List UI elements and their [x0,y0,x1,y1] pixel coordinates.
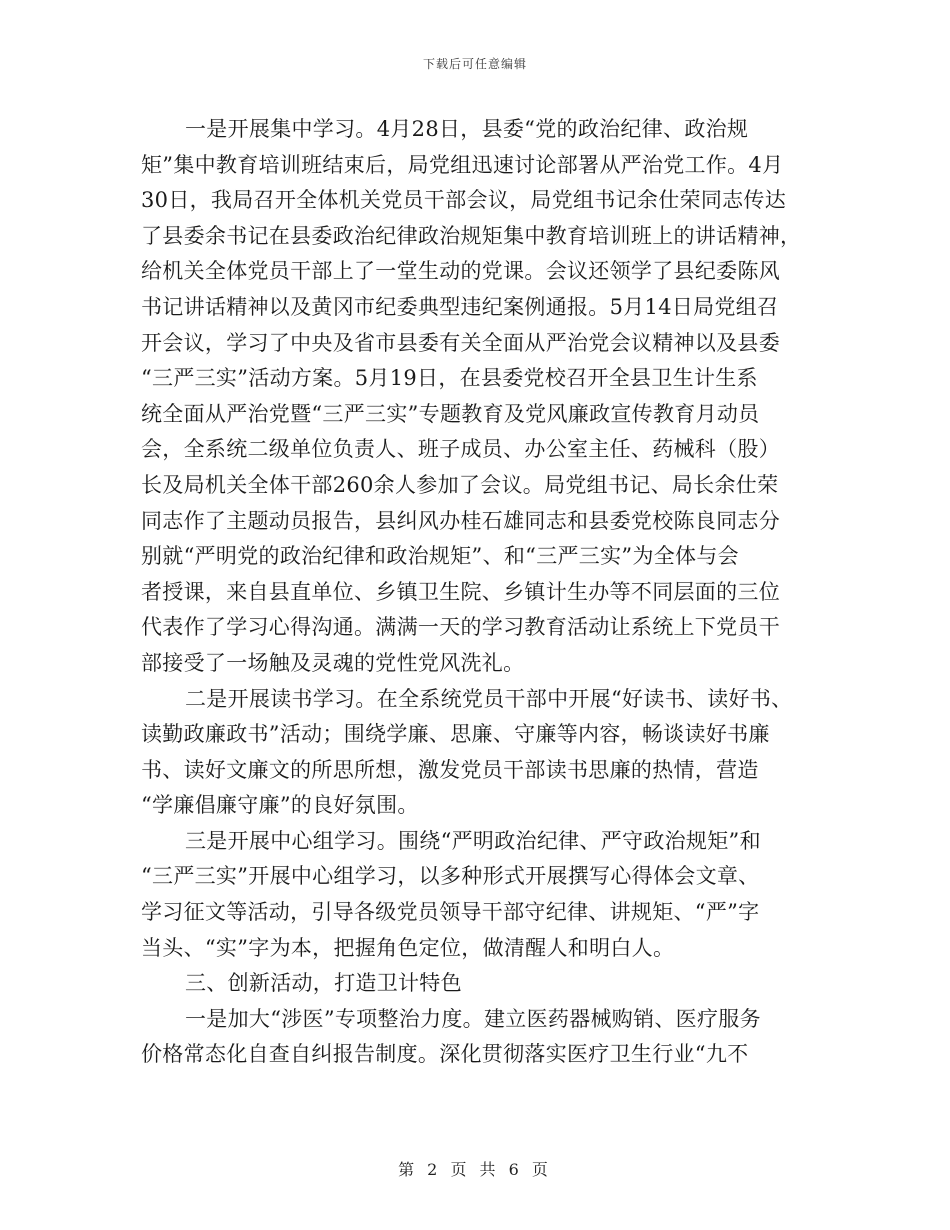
page-footer: 第 2 页 共 6 页 [398,1160,552,1179]
text-line: 长及局机关全体干部260余人参加了会议。局党组书记、局长余仕荣 [141,472,779,497]
text-line: 三是开展中心组学习。围绕“严明政治纪律、严守政治规矩”和 [185,828,761,853]
text-line: 学习征文等活动，引导各级党员领导干部守纪律、讲规矩、“严”字 [141,900,760,925]
text-line: 别就“严明党的政治纪律和政治规矩”、和“三严三实”为全体与会 [141,544,739,569]
text-line: 价格常态化自查自纠报告制度。深化贯彻落实医疗卫生行业“九不 [141,1042,749,1067]
text-line: 给机关全体党员干部上了一堂生动的党课。会议还领学了县纪委陈风 [141,259,780,284]
text-line: 了县委余书记在县委政治纪律政治规矩集中教育培训班上的讲话精神， [141,223,802,248]
section-heading: 三、创新活动，打造卫计特色 [185,971,462,996]
text-line: 一是加大“涉医”专项整治力度。建立医药器械购销、医疗服务 [185,1006,761,1031]
text-line: 读勤政廉政书”活动；围绕学廉、思廉、守廉等内容，畅谈读好书廉 [141,722,770,747]
text-line: “三严三实”开展中心组学习，以多种形式开展撰写心得体会文章、 [141,864,760,889]
text-line: 30日，我局召开全体机关党员干部会议，局党组书记余仕荣同志传达 [141,188,787,213]
text-line: 二是开展读书学习。在全系统党员干部中开展“好读书、读好书、 [185,686,793,711]
text-line: “三严三实”活动方案。5月19日，在县委党校召开全县卫生计生系 [141,366,758,391]
text-line: 书记讲话精神以及黄冈市纪委典型违纪案例通报。5月14日局党组召 [141,294,779,319]
text-line: 一是开展集中学习。4月28日，县委“党的政治纪律、政治规 [185,117,749,141]
page-header: 下载后可任意编辑 [422,57,527,71]
text-line: 者授课，来自县直单位、乡镇卫生院、乡镇计生办等不同层面的三位 [141,579,780,604]
text-line: 当头、“实”字为本，把握角色定位，做清醒人和明白人。 [141,935,675,960]
document-body [141,112,811,1073]
text-line: 同志作了主题动员报告，县纠风办桂石雄同志和县委党校陈良同志分 [141,508,780,533]
text-line: 书、读好文廉文的所思所想，激发党员干部读书思廉的热情，营造 [141,757,759,782]
text-line: 开会议，学习了中央及省市县委有关全面从严治党会议精神以及县委 [141,330,780,355]
text-line: 会，全系统二级单位负责人、班子成员、办公室主任、药械科（股） [141,437,780,462]
text-line: 矩”集中教育培训班结束后，局党组迅速讨论部署从严治党工作。4月 [141,152,784,177]
text-line: 部接受了一场触及灵魂的党性党风洗礼。 [141,650,525,675]
text-line: “学廉倡廉守廉”的良好氛围。 [141,793,419,818]
text-line: 统全面从严治党暨“三严三实”专题教育及党风廉政宣传教育月动员 [141,401,760,426]
text-line: 代表作了学习心得沟通。满满一天的学习教育活动让系统上下党员干 [141,615,780,640]
